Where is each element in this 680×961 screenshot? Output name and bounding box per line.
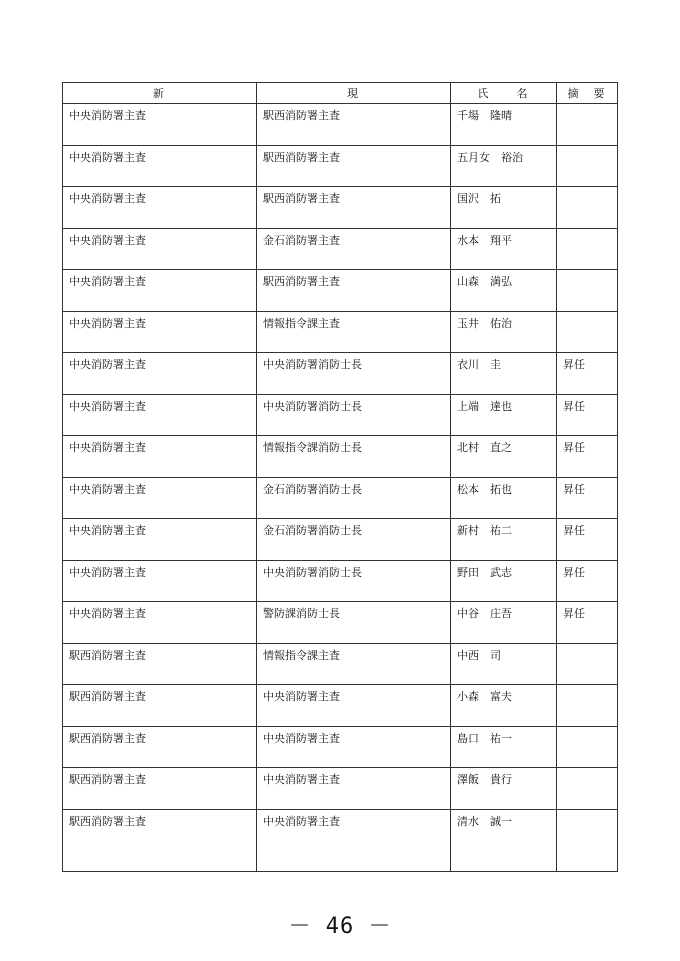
table-row [63, 560, 618, 602]
cell-current-position-text: 金石消防署消防士長 [263, 482, 362, 496]
cell-new-position [63, 726, 257, 768]
cell-name-text: 国沢 拓 [457, 192, 501, 205]
cell-name-text: 衣川 圭 [457, 358, 501, 371]
cell-name [451, 519, 557, 561]
cell-note [557, 104, 618, 146]
cell-new-position-text: 中央消防署主査 [69, 150, 146, 164]
cell-current-position [257, 602, 451, 644]
cell-current-position [257, 685, 451, 727]
cell-name-text: 水本 翔平 [457, 233, 512, 247]
cell-note-text [557, 727, 617, 730]
table-body [63, 104, 618, 872]
cell-current-position [257, 726, 451, 768]
table-row [63, 353, 618, 395]
cell-new-position-text: 中央消防署主査 [69, 565, 146, 579]
cell-name [451, 353, 557, 395]
cell-new-position [63, 104, 257, 146]
cell-current-position-text: 情報指令課消防士長 [263, 441, 362, 454]
cell-new-position [63, 436, 257, 478]
cell-note [557, 187, 618, 229]
cell-new-position [63, 270, 257, 312]
cell-current-position-text: 情報指令課主査 [263, 648, 340, 662]
cell-name-text: 五月女 裕治 [457, 150, 523, 164]
cell-new-position-text: 駅西消防署主査 [69, 773, 146, 786]
cell-note [557, 145, 618, 187]
cell-note-text: 昇任 [563, 441, 585, 454]
cell-current-position [257, 436, 451, 478]
cell-new-position [63, 187, 257, 229]
cell-name [451, 643, 557, 685]
cell-note [557, 477, 618, 519]
personnel-table [62, 82, 618, 872]
cell-note-text [557, 104, 617, 107]
cell-new-position-text: 中央消防署主査 [69, 607, 146, 620]
cell-current-position [257, 394, 451, 436]
cell-note-text [557, 187, 617, 190]
header-current: 現 [257, 83, 451, 104]
cell-current-position [257, 519, 451, 561]
cell-note-text [557, 146, 617, 149]
cell-name [451, 228, 557, 270]
cell-new-position [63, 145, 257, 187]
cell-name [451, 685, 557, 727]
cell-new-position-text: 中央消防署主査 [69, 316, 146, 330]
cell-name [451, 187, 557, 229]
cell-name [451, 436, 557, 478]
cell-name-text: 清水 誠一 [457, 814, 512, 828]
cell-note-text: 昇任 [563, 565, 585, 579]
cell-name [451, 270, 557, 312]
cell-name-text: 中谷 庄吾 [457, 607, 512, 620]
table-row [63, 187, 618, 229]
cell-current-position-text: 金石消防署主査 [263, 233, 340, 247]
cell-current-position [257, 104, 451, 146]
cell-new-position [63, 311, 257, 353]
cell-note [557, 726, 618, 768]
cell-note-text: 昇任 [563, 399, 585, 413]
cell-new-position-text: 中央消防署主査 [69, 233, 146, 247]
cell-current-position [257, 768, 451, 810]
cell-current-position [257, 311, 451, 353]
cell-new-position-text: 駅西消防署主査 [69, 731, 146, 745]
cell-new-position-text: 中央消防署主査 [69, 192, 146, 205]
cell-current-position [257, 228, 451, 270]
cell-new-position [63, 809, 257, 871]
cell-current-position [257, 643, 451, 685]
cell-name-text: 中西 司 [457, 648, 501, 662]
table-row [63, 519, 618, 561]
cell-new-position-text: 中央消防署主査 [69, 358, 146, 371]
cell-new-position-text: 中央消防署主査 [69, 109, 146, 122]
cell-new-position-text: 駅西消防署主査 [69, 690, 146, 703]
cell-new-position [63, 560, 257, 602]
cell-new-position-text: 中央消防署主査 [69, 275, 146, 288]
cell-note [557, 436, 618, 478]
cell-new-position [63, 228, 257, 270]
cell-current-position-text: 中央消防署主査 [263, 814, 340, 828]
cell-note [557, 643, 618, 685]
cell-current-position-text: 駅西消防署主査 [263, 192, 340, 205]
cell-current-position-text: 中央消防署消防士長 [263, 358, 362, 371]
table-row [63, 602, 618, 644]
cell-name [451, 394, 557, 436]
page-number: － 46 － [288, 914, 392, 939]
cell-name-text: 千場 隆晴 [457, 109, 512, 122]
cell-name-text: 小森 富夫 [457, 690, 512, 703]
table-row [63, 311, 618, 353]
cell-name-text: 澤飯 貴行 [457, 773, 512, 786]
cell-new-position [63, 477, 257, 519]
cell-current-position-text: 駅西消防署主査 [263, 150, 340, 164]
cell-note [557, 394, 618, 436]
cell-note-text [557, 768, 617, 771]
cell-name-text: 島口 祐一 [457, 731, 512, 745]
cell-new-position-text: 中央消防署主査 [69, 524, 146, 537]
cell-note-text: 昇任 [563, 607, 585, 620]
cell-new-position-text: 駅西消防署主査 [69, 814, 146, 828]
cell-note [557, 519, 618, 561]
cell-name-text: 玉井 佑治 [457, 316, 512, 330]
cell-new-position-text: 駅西消防署主査 [69, 648, 146, 662]
cell-note [557, 228, 618, 270]
cell-new-position [63, 768, 257, 810]
cell-note [557, 602, 618, 644]
cell-new-position [63, 685, 257, 727]
cell-new-position [63, 394, 257, 436]
cell-note-text: 昇任 [563, 524, 585, 537]
table-row [63, 685, 618, 727]
table-row [63, 270, 618, 312]
cell-name [451, 560, 557, 602]
cell-note-text [557, 685, 617, 688]
table-row [63, 809, 618, 871]
cell-current-position [257, 145, 451, 187]
table-row [63, 477, 618, 519]
cell-note [557, 311, 618, 353]
table-row [63, 436, 618, 478]
cell-new-position [63, 602, 257, 644]
cell-current-position [257, 477, 451, 519]
cell-name [451, 104, 557, 146]
cell-new-position-text: 中央消防署主査 [69, 482, 146, 496]
cell-note [557, 353, 618, 395]
cell-new-position [63, 643, 257, 685]
cell-name-text: 北村 直之 [457, 441, 512, 454]
cell-name [451, 311, 557, 353]
cell-new-position [63, 519, 257, 561]
table-row [63, 228, 618, 270]
cell-note [557, 685, 618, 727]
cell-current-position [257, 353, 451, 395]
cell-current-position-text: 警防課消防士長 [263, 607, 340, 620]
cell-name [451, 809, 557, 871]
table-row [63, 145, 618, 187]
cell-current-position [257, 270, 451, 312]
cell-note-text [557, 229, 617, 232]
header-new: 新 [63, 83, 257, 104]
table-row [63, 643, 618, 685]
cell-name [451, 768, 557, 810]
cell-new-position-text: 中央消防署主査 [69, 399, 146, 413]
table-row [63, 394, 618, 436]
header-name: 氏 名 [451, 83, 557, 104]
table-header-row [63, 83, 618, 104]
cell-new-position-text: 中央消防署主査 [69, 441, 146, 454]
table-row [63, 104, 618, 146]
cell-note [557, 270, 618, 312]
cell-name [451, 145, 557, 187]
cell-current-position-text: 駅西消防署主査 [263, 275, 340, 288]
table-row [63, 726, 618, 768]
cell-note [557, 768, 618, 810]
cell-name [451, 726, 557, 768]
cell-name-text: 新村 祐二 [457, 524, 512, 537]
cell-current-position [257, 560, 451, 602]
cell-name-text: 野田 武志 [457, 565, 512, 579]
cell-current-position [257, 187, 451, 229]
cell-name-text: 松本 拓也 [457, 482, 512, 496]
cell-note-text [557, 312, 617, 315]
header-note: 摘 要 [557, 83, 618, 104]
cell-name-text: 上端 達也 [457, 399, 512, 413]
cell-current-position-text: 中央消防署主査 [263, 731, 340, 745]
cell-new-position [63, 353, 257, 395]
cell-note-text [557, 270, 617, 273]
cell-note-text: 昇任 [563, 482, 585, 496]
cell-current-position-text: 金石消防署消防士長 [263, 524, 362, 537]
cell-current-position-text: 駅西消防署主査 [263, 109, 340, 122]
cell-current-position-text: 中央消防署消防士長 [263, 399, 362, 413]
cell-note [557, 560, 618, 602]
cell-current-position-text: 中央消防署主査 [263, 773, 340, 786]
cell-current-position-text: 情報指令課主査 [263, 316, 340, 330]
cell-note-text: 昇任 [563, 358, 585, 371]
cell-current-position-text: 中央消防署消防士長 [263, 565, 362, 579]
cell-note-text [557, 810, 617, 813]
cell-name [451, 477, 557, 519]
cell-current-position-text: 中央消防署主査 [263, 690, 340, 703]
cell-note-text [557, 644, 617, 647]
table-row [63, 768, 618, 810]
cell-current-position [257, 809, 451, 871]
cell-name-text: 山森 満弘 [457, 275, 512, 288]
cell-name [451, 602, 557, 644]
cell-note [557, 809, 618, 871]
